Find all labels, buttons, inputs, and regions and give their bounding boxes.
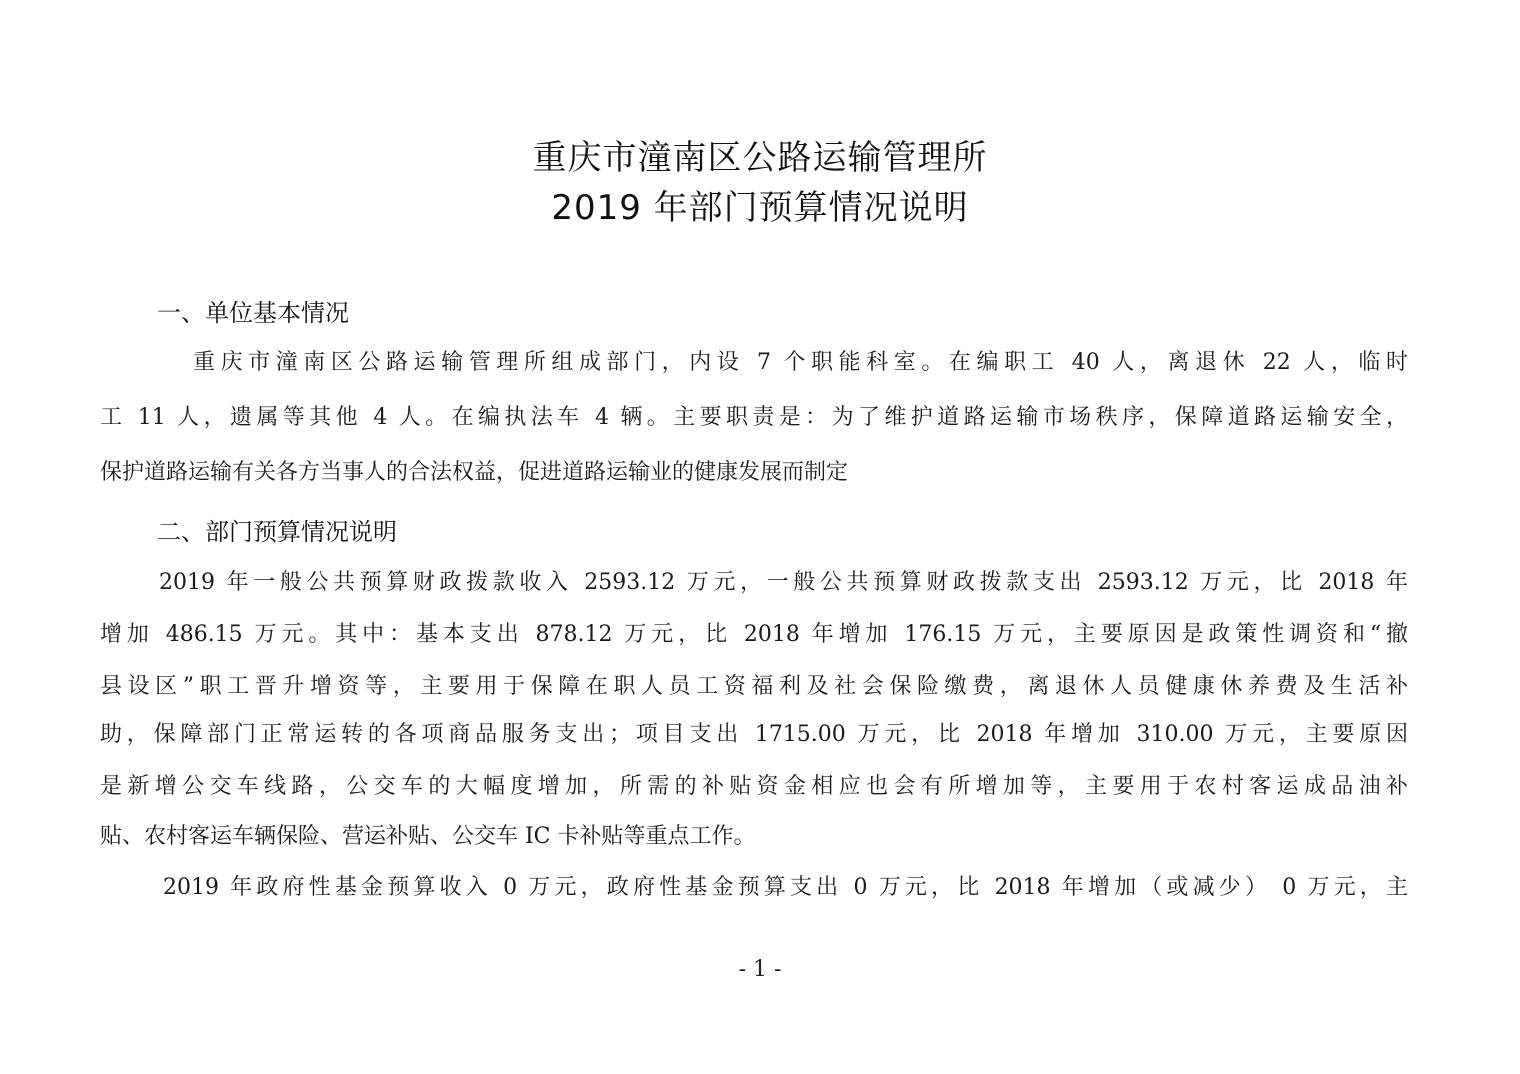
paragraph-line: 是新增公交车线路，公交车的大幅度增加，所需的补贴资金相应也会有所增加等，主要用于农村客运成品油补 xyxy=(100,774,1408,799)
page-number: - 1 - xyxy=(738,957,782,982)
paragraph-line: 助，保障部门正常运转的各项商品服务支出；项目支出 1715.00 万元，比 2018 年增加 310.00 万元，主要原因 xyxy=(100,722,1408,747)
paragraph-line: 县设区”职工晋升增资等，主要用于保障在职人员工资福利及社会保险缴费，离退休人员健康休养费及生活补 xyxy=(100,674,1408,699)
paragraph-line: 重庆市潼南区公路运输管理所组成部门，内设 7 个职能科室。在编职工 40 人，离退休 22 人，临时 xyxy=(193,350,1408,375)
document-title-line-1: 重庆市潼南区公路运输管理所 xyxy=(532,138,988,178)
section-heading-basic-info: 一、单位基本情况 xyxy=(157,299,349,327)
document-title-line-2: 2019 年部门预算情况说明 xyxy=(551,188,969,228)
paragraph-line: 贴、农村客运车辆保险、营运补贴、公交车 IC 卡补贴等重点工作。 xyxy=(100,824,756,849)
paragraph-line: 增加 486.15 万元。其中：基本支出 878.12 万元，比 2018 年增加 176.15 万元，主要原因是政策性调资和“撤 xyxy=(100,622,1408,647)
paragraph-line: 2019 年政府性基金预算收入 0 万元，政府性基金预算支出 0 万元，比 2018 年增加（或减少） 0 万元，主 xyxy=(163,875,1408,900)
paragraph-line: 保护道路运输有关各方当事人的合法权益，促进道路运输业的健康发展而制定 xyxy=(100,460,849,485)
paragraph-line: 工 11 人，遗属等其他 4 人。在编执法车 4 辆。主要职责是：为了维护道路运输市场秩序，保障道路运输安全， xyxy=(100,405,1408,430)
section-heading-budget: 二、部门预算情况说明 xyxy=(157,518,397,546)
paragraph-line: 2019 年一般公共预算财政拨款收入 2593.12 万元，一般公共预算财政拨款支出 2593.12 万元，比 2018 年 xyxy=(159,570,1408,595)
